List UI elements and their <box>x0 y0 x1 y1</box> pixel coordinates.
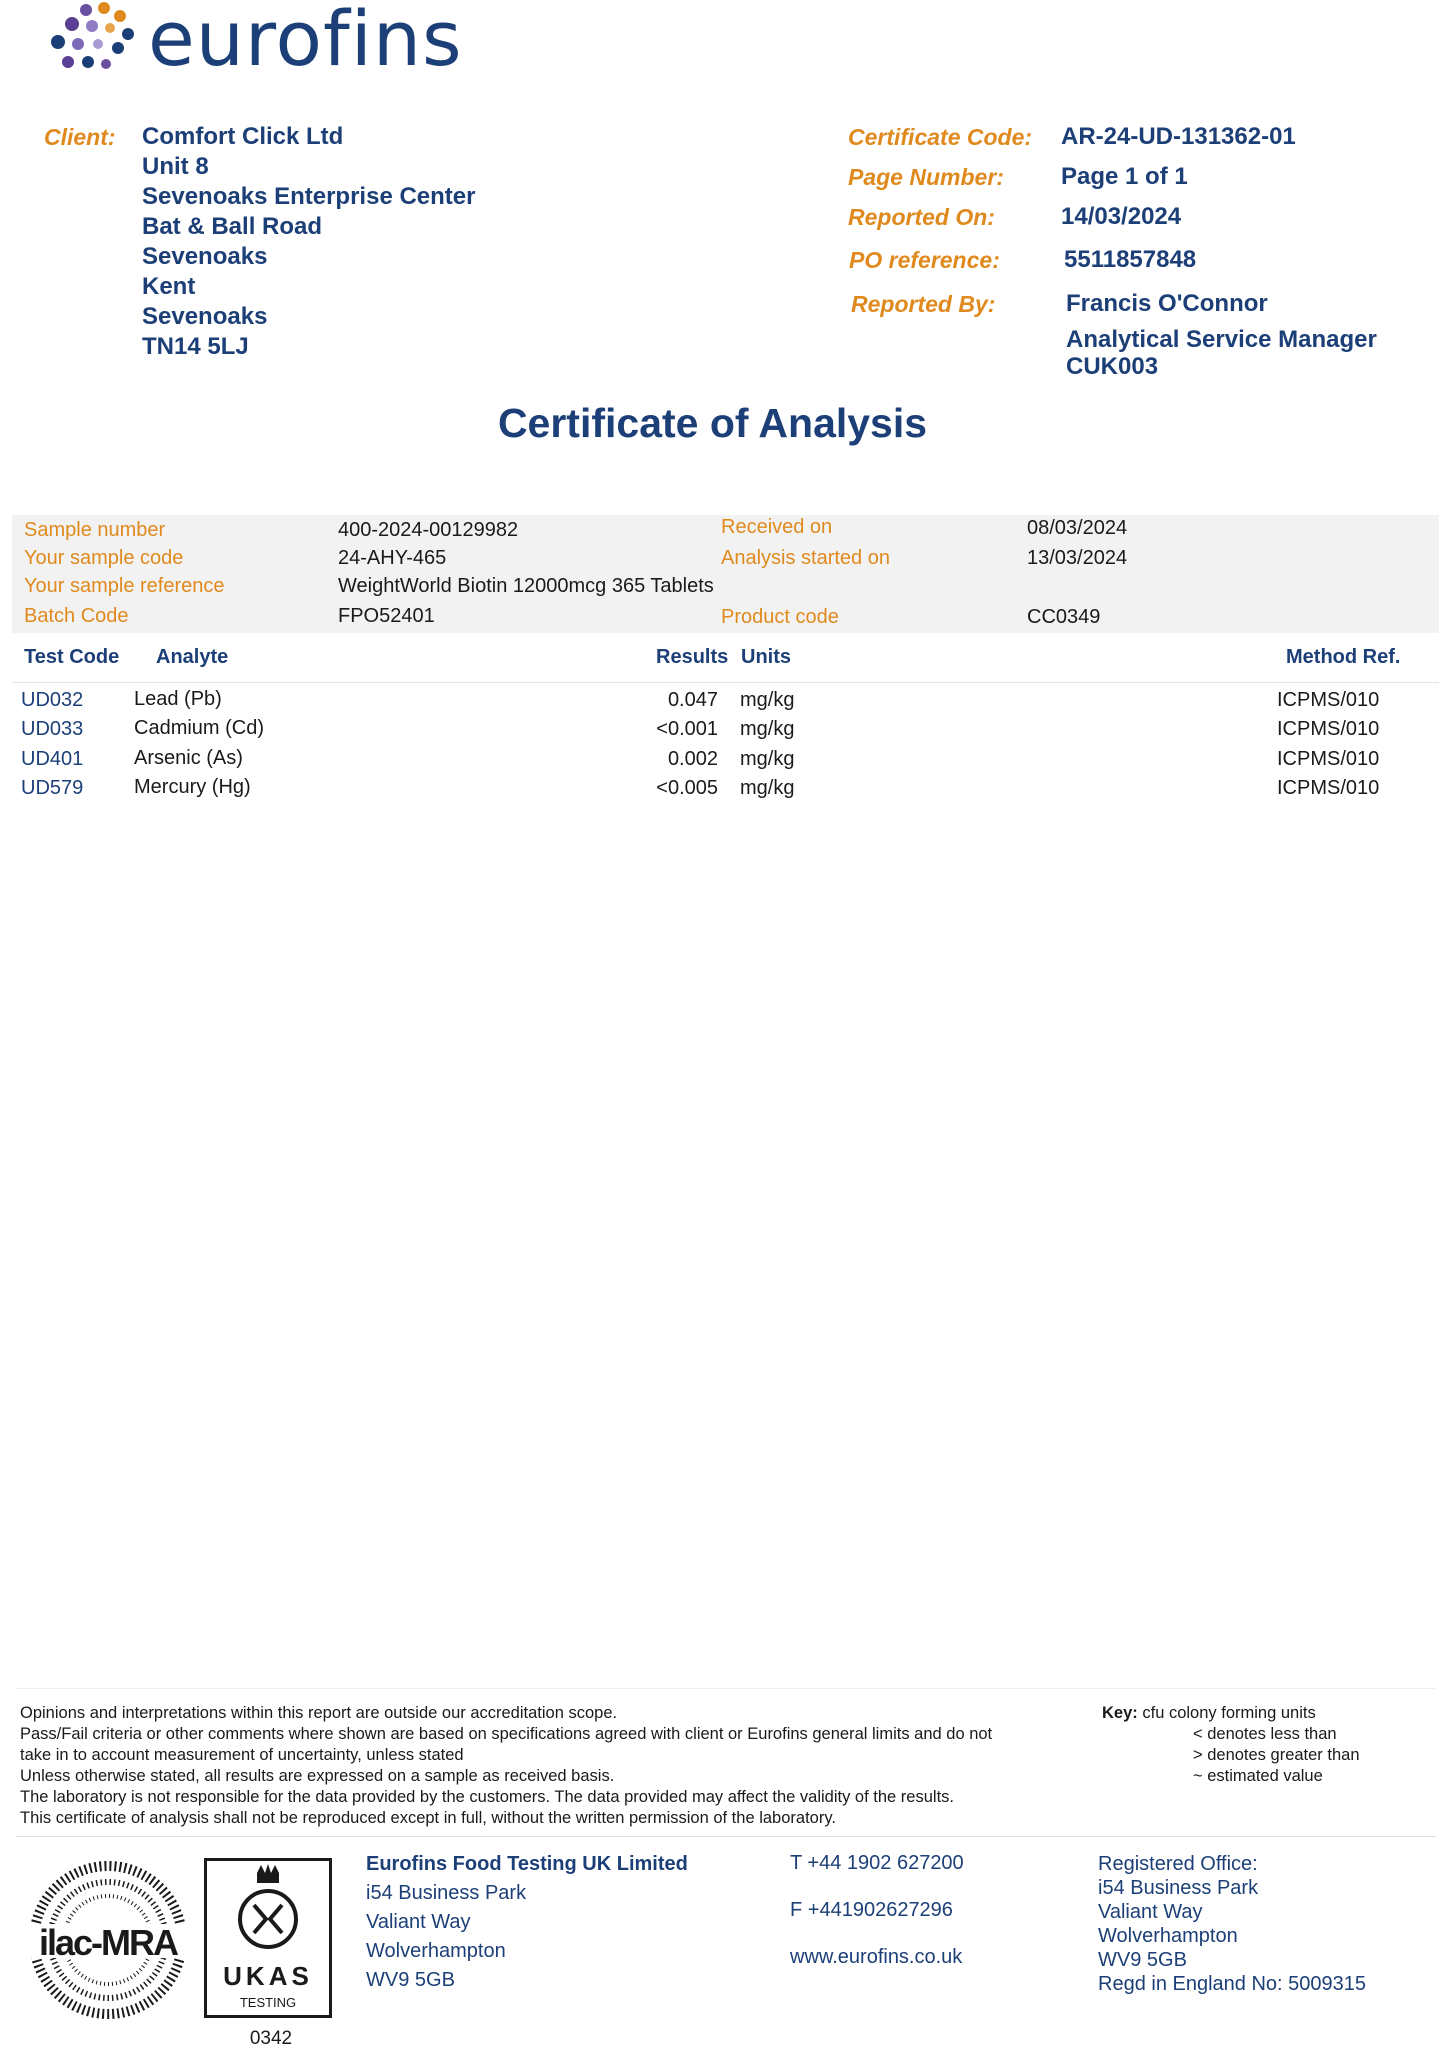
disclaimer-line: This certificate of analysis shall not be reproduced except in full, without the written permission of the laboratory. <box>20 1809 836 1827</box>
sample-reference-label: Your sample reference <box>24 575 225 597</box>
key-entry: ~ estimated value <box>1193 1767 1323 1785</box>
ukas-number: 0342 <box>249 2028 293 2049</box>
disclaimer-line: Pass/Fail criteria or other comments where shown are based on specifications agreed with client or Eurofins general limits and do not <box>20 1725 993 1743</box>
ukas-subtext: TESTING <box>239 1995 297 2010</box>
reported-on: 14/03/2024 <box>1061 203 1182 230</box>
table-row <box>0 718 1445 748</box>
reported-by-name: Francis O'Connor <box>1066 290 1268 317</box>
method-ref: ICPMS/010 <box>1277 718 1380 740</box>
analyte: Arsenic (As) <box>134 747 243 769</box>
product-code: CC0349 <box>1027 606 1101 628</box>
method-ref: ICPMS/010 <box>1277 689 1380 711</box>
table-row <box>0 689 1445 719</box>
col-header-test-code: Test Code <box>24 646 120 668</box>
page-number-label: Page Number: <box>848 164 1004 190</box>
key-entry: > denotes greater than <box>1193 1746 1360 1764</box>
registered-office-label: Registered Office: <box>1098 1853 1258 1875</box>
client-line: Comfort Click Ltd <box>142 123 344 150</box>
company-address-line: WV9 5GB <box>366 1969 455 1991</box>
sample-code: 24-AHY-465 <box>338 547 447 569</box>
sample-code-label: Your sample code <box>24 547 184 569</box>
test-code: UD401 <box>21 748 84 770</box>
client-line: TN14 5LJ <box>142 333 249 360</box>
analyte: Cadmium (Cd) <box>134 717 265 739</box>
test-code: UD579 <box>21 777 84 799</box>
batch-code: FPO52401 <box>338 605 435 627</box>
key-entry: cfu colony forming units <box>1142 1704 1316 1722</box>
client-address <box>142 122 475 362</box>
test-code: UD032 <box>21 689 84 711</box>
footer-divider <box>16 1688 1436 1689</box>
registered-office-line: Regd in England No: 5009315 <box>1098 1973 1366 1995</box>
contact-phone: T +44 1902 627200 <box>790 1852 964 1874</box>
reported-by-block <box>1066 289 1377 382</box>
eurofins-dots-logo <box>48 0 148 82</box>
ilac-mra-logo <box>28 1860 188 2020</box>
sample-number-label: Sample number <box>24 519 166 541</box>
reported-by-label: Reported By: <box>851 291 996 317</box>
footer-divider <box>16 1836 1436 1837</box>
analyte: Lead (Pb) <box>134 688 222 710</box>
col-header-units: Units <box>741 646 791 668</box>
registered-office-line: Wolverhampton <box>1098 1925 1238 1947</box>
reported-by-title: Analytical Service Manager <box>1066 326 1377 353</box>
disclaimer <box>20 1703 1100 1829</box>
registered-office-line: WV9 5GB <box>1098 1949 1187 1971</box>
disclaimer-line: Unless otherwise stated, all results are expressed on a sample as received basis. <box>20 1767 615 1785</box>
registered-office-line: Valiant Way <box>1098 1901 1203 1923</box>
analyte: Mercury (Hg) <box>134 776 251 798</box>
disclaimer-line: take in to account measurement of uncertainty, unless stated <box>20 1746 464 1764</box>
units: mg/kg <box>740 689 795 711</box>
page-title: Certificate of Analysis <box>497 400 928 446</box>
col-header-method: Method Ref. <box>1286 646 1401 668</box>
ukas-logo <box>204 1858 332 2018</box>
product-code-label: Product code <box>721 606 839 628</box>
registered-office-line: i54 Business Park <box>1098 1877 1259 1899</box>
units: mg/kg <box>740 777 795 799</box>
po-reference: 5511857848 <box>1064 246 1197 273</box>
client-line: Sevenoaks <box>142 243 268 270</box>
company-name: Eurofins Food Testing UK Limited <box>366 1853 688 1875</box>
crown-icon <box>207 1861 329 1961</box>
contact-fax: F +441902627296 <box>790 1899 953 1921</box>
key-label: Key: <box>1102 1704 1138 1722</box>
po-reference-label: PO reference: <box>849 247 1000 273</box>
company-address-line: Wolverhampton <box>366 1940 506 1962</box>
certificate-code: AR-24-UD-131362-01 <box>1061 123 1296 150</box>
result-value: 0.002 <box>667 748 718 770</box>
eurofins-wordmark: eurofins <box>148 0 463 83</box>
key-legend <box>1102 1703 1432 1787</box>
units: mg/kg <box>740 718 795 740</box>
table-row <box>0 748 1445 778</box>
client-line: Sevenoaks Enterprise Center <box>142 183 476 210</box>
col-header-analyte: Analyte <box>156 646 229 668</box>
company-address-line: i54 Business Park <box>366 1882 527 1904</box>
ilac-text: ilac-MRA <box>38 1922 178 1963</box>
disclaimer-line: Opinions and interpretations within this report are outside our accreditation scope. <box>20 1704 618 1722</box>
method-ref: ICPMS/010 <box>1277 748 1380 770</box>
client-line: Kent <box>142 273 196 300</box>
eurofins-logo <box>48 0 468 82</box>
website-link[interactable]: www.eurofins.co.uk <box>790 1946 963 1968</box>
key-entry: < denotes less than <box>1193 1725 1337 1743</box>
sample-reference: WeightWorld Biotin 12000mcg 365 Tablets <box>338 575 714 597</box>
units: mg/kg <box>740 748 795 770</box>
analysis-started: 13/03/2024 <box>1027 547 1128 569</box>
result-value: <0.005 <box>656 777 718 799</box>
reported-by-code: CUK003 <box>1066 353 1159 380</box>
col-header-results: Results <box>656 646 729 668</box>
batch-code-label: Batch Code <box>24 605 129 627</box>
disclaimer-line: The laboratory is not responsible for the data provided by the customers. The data provided may affect the validity of the results. <box>20 1788 954 1806</box>
page-number: Page 1 of 1 <box>1061 163 1188 190</box>
certificate-code-label: Certificate Code: <box>848 124 1033 150</box>
table-header-divider <box>12 682 1439 683</box>
company-address-line: Valiant Way <box>366 1911 471 1933</box>
client-line: Unit 8 <box>142 153 209 180</box>
registered-office <box>1098 1852 1366 1996</box>
table-row <box>0 777 1445 807</box>
test-code: UD033 <box>21 718 84 740</box>
client-line: Bat & Ball Road <box>142 213 323 240</box>
analysis-started-label: Analysis started on <box>721 547 890 569</box>
client-line: Sevenoaks <box>142 303 268 330</box>
ukas-text: UKAS <box>223 1961 313 1991</box>
result-value: <0.001 <box>656 718 718 740</box>
received-on-label: Received on <box>721 516 833 538</box>
method-ref: ICPMS/010 <box>1277 777 1380 799</box>
company-block <box>366 1852 688 1992</box>
received-on: 08/03/2024 <box>1027 517 1128 539</box>
sample-number: 400-2024-00129982 <box>338 519 519 541</box>
reported-on-label: Reported On: <box>848 204 995 230</box>
client-label: Client: <box>44 124 116 150</box>
result-value: 0.047 <box>667 689 718 711</box>
